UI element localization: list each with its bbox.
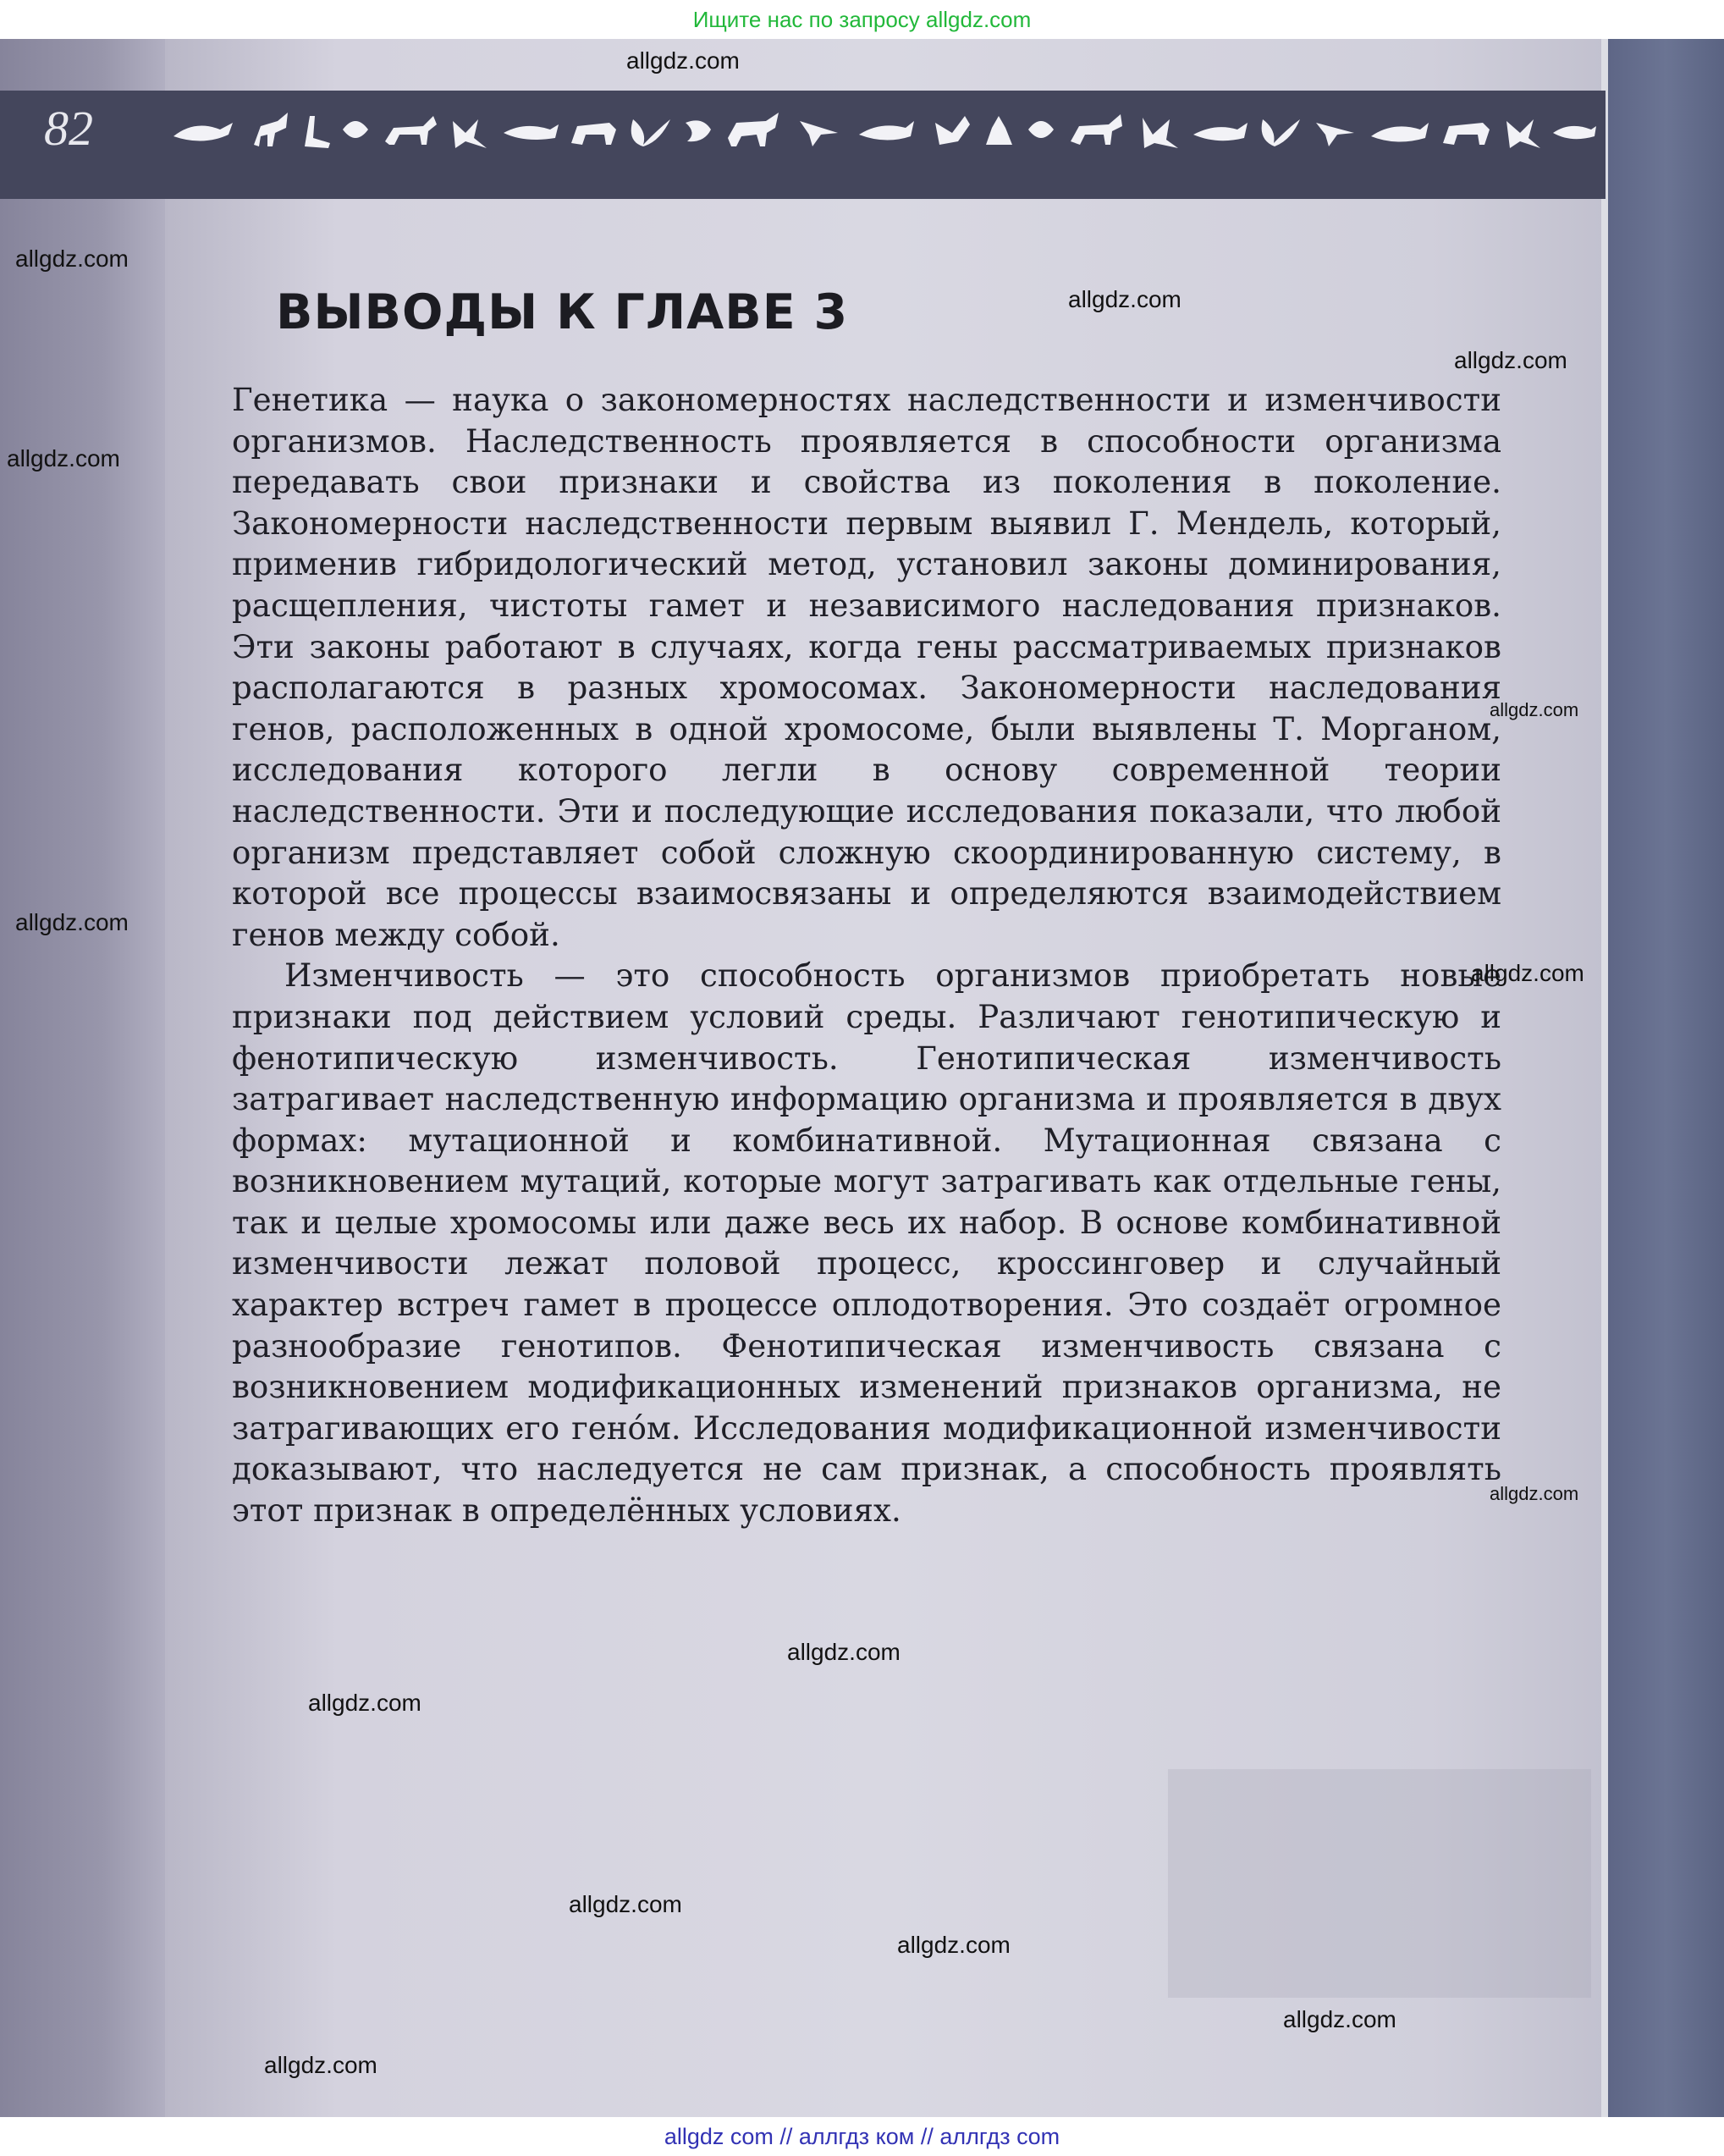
animal-icon: [254, 113, 288, 146]
watermark-text: allgdz.com: [1454, 347, 1567, 373]
watermark-text: allgdz.com: [1283, 2006, 1396, 2032]
animal-icon: [305, 116, 330, 148]
watermark-text: allgdz.com: [1471, 960, 1584, 986]
watermark-text: allgdz.com: [7, 445, 120, 471]
animal-icon: [1553, 126, 1596, 139]
animal-icon: [174, 123, 233, 141]
animal-icon: [800, 121, 838, 146]
animal-icon: [1262, 119, 1300, 146]
left-page-shadow: [0, 39, 169, 2117]
animal-icon: [1506, 119, 1540, 148]
animal-icon: [631, 119, 670, 146]
animal-icon: [571, 123, 616, 145]
animal-icon: [686, 120, 711, 141]
animal-icon: [1028, 111, 1054, 148]
watermark-text: allgdz.com: [897, 1932, 1011, 1958]
watermark-text: allgdz.com: [15, 909, 129, 935]
watermark-text: allgdz.com: [1068, 286, 1181, 312]
watermark-text: allgdz.com: [1490, 1483, 1579, 1504]
watermark-text: allgdz.com: [626, 47, 740, 74]
paragraph-variability: Изменчивость — это способность организмов приобретать новые признаки под действием условий среды. Различают генотипическую и фенотипическую изменчивость. Генотипическая изменчивость затрагивает наследственную информацию организма и проявляется в двух формах: мутационной и комбинативной. Мутационная связана с возникновением мутаций, которые могут затрагивать как отдельные гены, так и целые хромосомы или даже весь их набор. В основе комбинативной изменчивости лежат половой процесс, кроссинговер и случайный характер встреч гамет в процессе оплодотворения. Это создаёт огромное разнообразие генотипов. Фенотипическая изменчивость связана с возникновением модификационных изменений признаков организма, не затрагивающих его гено́м. Исследования модификационной изменчивости доказывают, что наследуется не сам признак, а способность проявлять этот признак в определённых условиях.: [232, 957, 1501, 1530]
watermark-text: allgdz.com: [15, 245, 129, 272]
watermark-text: allgdz.com: [569, 1891, 682, 1917]
watermark-text: allgdz.com: [787, 1639, 901, 1665]
watermark-text: allgdz.com: [264, 2052, 377, 2078]
animal-icon: [385, 116, 437, 145]
animal-icon: [986, 116, 1012, 145]
animal-icon: [1371, 123, 1429, 142]
watermark-text: allgdz.com: [1490, 699, 1579, 720]
animal-icon: [1316, 123, 1354, 146]
top-banner-link[interactable]: Ищите нас по запросу allgdz.com: [692, 7, 1032, 32]
animal-icon: [343, 111, 368, 148]
animal-icon: [453, 119, 487, 148]
book-spine: [1608, 39, 1724, 2117]
summary-body: [232, 379, 1501, 1531]
animal-icon: [728, 113, 779, 146]
animal-icon: [504, 124, 559, 140]
animal-icon: [935, 116, 970, 145]
page-number: 82: [44, 101, 93, 156]
watermark-text: allgdz.com: [308, 1690, 421, 1716]
animal-icon: [1143, 118, 1178, 148]
paragraph-genetics: Генетика — наука о закономерностях наследственности и изменчивости организмов. Наследственность проявляется в способности организма передавать свои признаки и свойства из поколения в поколение. Закономерности наследственности первым выявил Г. Мендель, который, применив гибридологический метод, установил законы доминирования, расщепления, чистоты гамет и независимого наследования признаков. Эти законы работают в случаях, когда гены рассматриваемых признаков располагаются в разных хромосомах. Закономерности наследования генов, расположенных в одной хромосоме, были выявлены Т. Морганом, исследования которого легли в основу современной теории наследственности. Эти и последующие исследования показали, что любой организм представляет собой сложную скоординированную систему, в которой все процессы взаимосвязаны и определяются взаимодействием генов между собой.: [232, 381, 1501, 953]
animal-silhouettes-decoration: [169, 104, 1600, 157]
bleed-through-shade: [1168, 1769, 1591, 1998]
chapter-summary-title: ВЫВОДЫ К ГЛАВЕ 3: [276, 284, 849, 340]
animal-icon: [1193, 123, 1248, 141]
animal-icon: [1443, 123, 1490, 145]
bottom-banner-links[interactable]: allgdz com // аллгдз ком // аллгдз com: [0, 2117, 1724, 2156]
animal-icon: [1071, 114, 1122, 145]
animal-icon: [859, 121, 914, 141]
